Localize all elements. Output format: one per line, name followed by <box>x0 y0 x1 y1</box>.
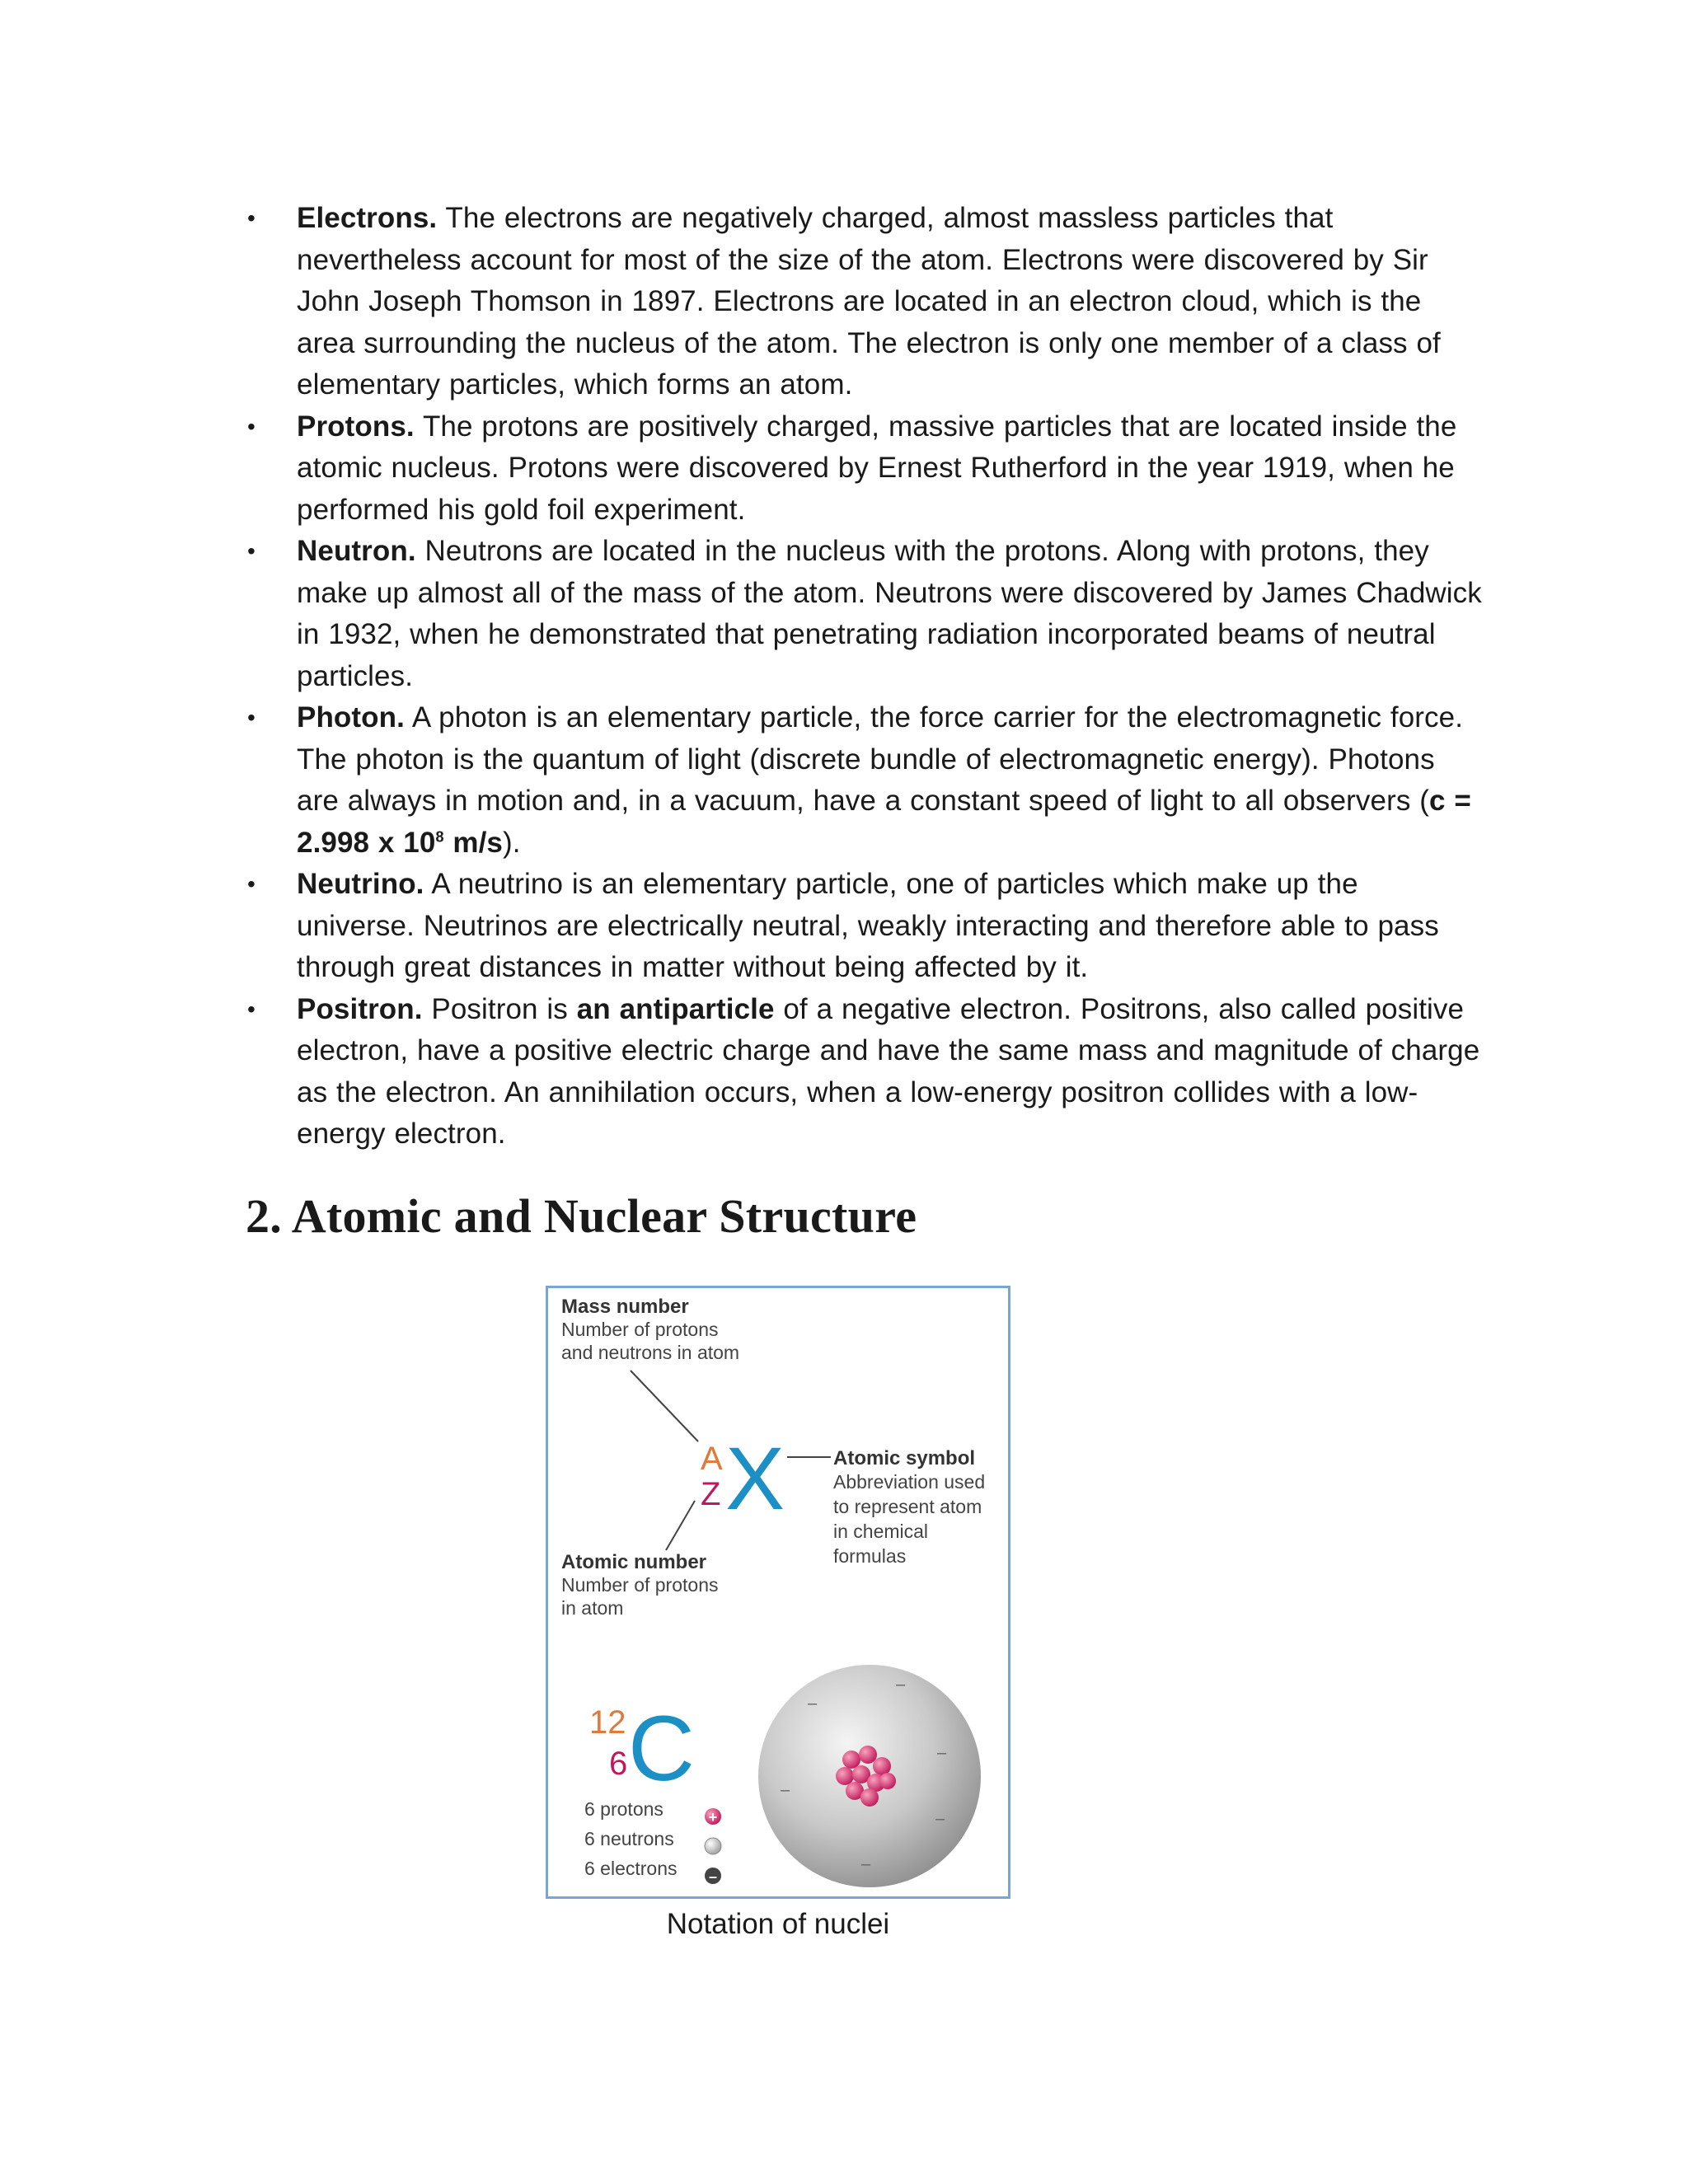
speed-of-light-unit: m/s <box>443 826 503 859</box>
bullet-icon: • <box>247 996 256 1022</box>
protons-count-label: 6 protons <box>584 1798 663 1820</box>
atomic-symbol-desc-line1: Abbreviation used <box>833 1471 986 1493</box>
term-photon: Photon. <box>297 701 405 733</box>
electron-marker: – <box>937 1744 947 1762</box>
carbon-atomic-number: 6 <box>609 1746 628 1782</box>
term-neutron: Neutron. <box>297 535 416 567</box>
atomic-symbol-desc-line3: in chemical <box>833 1521 929 1542</box>
list-item-neutrino <box>246 864 1482 989</box>
electron-marker: – <box>861 1855 871 1873</box>
description-protons: The protons are positively charged, massive particles that are located inside the atomic nucleus. Protons were discovered by Ernest Rutherford in the year 1919, when he performed his gold foil experiment. <box>297 410 1457 526</box>
nucleon-proton <box>842 1750 860 1769</box>
figure-caption: Notation of nuclei <box>666 1908 890 1940</box>
neutrons-count-label: 6 neutrons <box>584 1828 674 1849</box>
bullet-icon: • <box>247 705 256 730</box>
term-neutrino: Neutrino. <box>297 868 424 900</box>
list-item-electrons <box>246 198 1482 406</box>
electron-marker: – <box>781 1781 790 1799</box>
symbol-element: X <box>725 1428 785 1528</box>
nucleon-proton <box>859 1746 877 1764</box>
electron-minus-icon: – <box>708 1868 718 1885</box>
list-item-neutron <box>246 531 1482 697</box>
nuclide-notation-figure <box>546 1286 1010 1899</box>
carbon-mass-number: 12 <box>589 1704 626 1741</box>
speed-of-light-formula: c = 2.998 x 10 <box>297 785 1471 859</box>
mass-number-leader-line <box>631 1371 698 1441</box>
page-content <box>246 198 1482 1244</box>
bullet-icon: • <box>247 538 256 564</box>
symbol-atomic-number: Z <box>701 1476 721 1512</box>
carbon-symbol: C <box>628 1697 695 1800</box>
atomic-number-title: Atomic number <box>561 1551 707 1573</box>
term-protons: Protons. <box>297 410 415 443</box>
speed-of-light-exponent: 8 <box>435 827 444 845</box>
antiparticle-emphasis: an antiparticle <box>576 992 775 1025</box>
term-electrons: Electrons. <box>297 202 438 234</box>
atomic-number-leader-line <box>666 1501 695 1550</box>
atomic-number-desc-line1: Number of protons <box>561 1574 719 1596</box>
nucleon-proton <box>879 1773 896 1789</box>
description-positron: of a negative electron. Positrons, also called positive electron, have a positive electric charge and have the same mass and magnitude of charge as the electron. An annihilation occurs, when a low-energy positron collides with a low-energy electron. <box>297 992 1480 1150</box>
atomic-symbol-desc-line2: to represent atom <box>833 1496 982 1517</box>
section-heading: 2. Atomic and Nuclear Structure <box>246 1188 917 1243</box>
description-photon: A photon is an elementary particle, the force carrier for the electromagnetic force. The photon is the quantum of light (discrete bundle of electromagnetic energy). Photons are always in motion and, in a vacuum, have a constant speed of light to all observers ( <box>297 701 1464 817</box>
electrons-count-label: 6 electrons <box>584 1858 678 1879</box>
atomic-symbol-title: Atomic symbol <box>833 1447 976 1469</box>
electron-marker: – <box>896 1675 906 1694</box>
atomic-number-desc-line2: in atom <box>561 1597 624 1619</box>
particle-list <box>246 198 1482 1155</box>
atomic-symbol-desc-line4: formulas <box>833 1545 907 1567</box>
mass-number-desc-line2: and neutrons in atom <box>561 1342 740 1363</box>
mass-number-title: Mass number <box>561 1296 689 1318</box>
nucleon-proton <box>836 1767 854 1785</box>
nucleon-proton <box>860 1788 879 1807</box>
bullet-icon: • <box>247 413 256 439</box>
description-neutron: Neutrons are located in the nucleus with the protons. Along with protons, they make up almost all of the mass of the atom. Neutrons were discovered by James Chadwick in 1932, when he demonstrated that penetrating radiation incorporated beams of neutral particles. <box>297 535 1482 692</box>
description-electrons: The electrons are negatively charged, almost massless particles that nevertheless account for most of the size of the atom. Electrons were discovered by Sir John Joseph Thomson in 1897. Electrons are located in an electron cloud, which is the area surrounding the nucleus of the atom. The electron is only one member of a class of elementary particles, which forms an atom. <box>297 202 1441 401</box>
neutron-legend-icon <box>705 1838 721 1854</box>
list-item-photon <box>246 697 1482 864</box>
bullet-icon: • <box>247 205 256 231</box>
list-item-positron <box>246 989 1482 1155</box>
proton-plus-icon: + <box>708 1809 718 1825</box>
term-positron: Positron. <box>297 992 423 1025</box>
electron-marker: – <box>808 1694 818 1713</box>
nuclide-notation-diagram <box>548 1288 1008 1896</box>
list-item-protons <box>246 406 1482 532</box>
electron-marker: – <box>935 1810 945 1828</box>
description-positron-start: Positron is <box>422 992 577 1025</box>
bullet-icon: • <box>247 871 256 897</box>
symbol-mass-number: A <box>701 1441 723 1477</box>
nucleon-proton <box>873 1757 891 1775</box>
description-photon-end: ). <box>503 826 521 859</box>
mass-number-desc-line1: Number of protons <box>561 1319 719 1340</box>
description-neutrino: A neutrino is an elementary particle, one of particles which make up the universe. Neutrinos are electrically neutral, weakly interacting and therefore able to pass through great distances in matter without being affected by it. <box>297 868 1439 983</box>
